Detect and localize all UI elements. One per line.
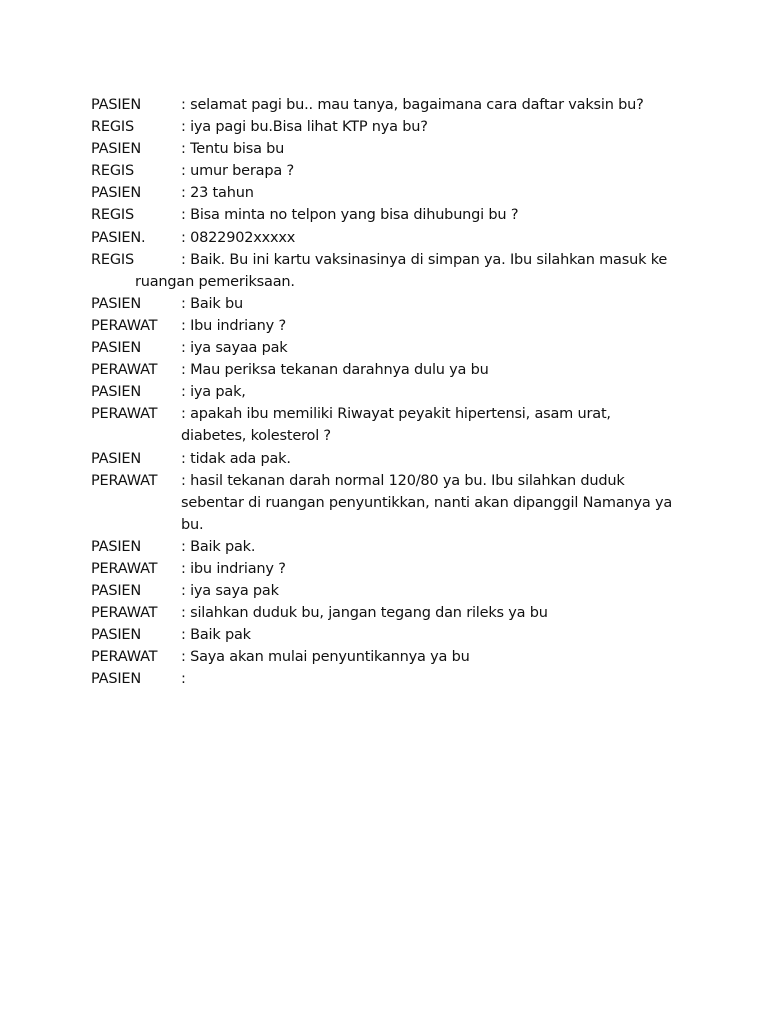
dialogue-text: : Baik pak. [181,538,256,555]
dialogue-text: : Bisa minta no telpon yang bisa dihubungi bu ? [181,207,519,224]
dialogue-row [91,448,691,470]
dialogue-text: : Baik pak [181,627,251,644]
dialogue-row [91,646,691,668]
dialogue-row [91,624,691,646]
speaker-label: PASIEN [91,384,142,401]
dialogue-row [91,580,691,602]
speaker-label: PASIEN. [91,229,146,246]
speaker-label: REGIS [91,119,134,136]
speaker-label: PASIEN [91,627,142,644]
speaker-label: PASIEN [91,583,142,600]
dialogue-row [91,337,691,359]
dialogue-text: : iya pak, [181,384,246,401]
speaker-label: PERAWAT [91,605,158,622]
dialogue-text: : silahkan duduk bu, jangan tegang dan rileks ya bu [181,605,548,622]
dialogue-transcript [91,94,691,691]
dialogue-text-continuation: ruangan pemeriksaan. [135,273,295,290]
dialogue-text: : umur berapa ? [181,163,294,180]
dialogue-row [91,249,691,293]
dialogue-text: : iya sayaa pak [181,340,288,357]
speaker-label: PASIEN [91,185,142,202]
dialogue-text: : ibu indriany ? [181,560,286,577]
speaker-label: PERAWAT [91,362,158,379]
dialogue-row [91,470,691,536]
speaker-label: PERAWAT [91,649,158,666]
dialogue-row [91,359,691,381]
dialogue-text: : iya saya pak [181,583,279,600]
dialogue-text: : hasil tekanan darah normal 120/80 ya bu. Ibu silahkan duduk sebentar di ruangan penyuntikkan, nanti akan dipanggil Namanya ya bu. [181,472,673,533]
speaker-label: REGIS [91,251,134,268]
dialogue-row [91,293,691,315]
dialogue-text: : tidak ada pak. [181,450,291,467]
speaker-label: PASIEN [91,671,142,688]
dialogue-row [91,227,691,249]
dialogue-text: : iya pagi bu.Bisa lihat KTP nya bu? [181,119,428,136]
dialogue-text: : Saya akan mulai penyuntikannya ya bu [181,649,470,666]
dialogue-text: : Tentu bisa bu [181,141,285,158]
dialogue-row [91,204,691,226]
speaker-label: PASIEN [91,295,142,312]
dialogue-row [91,182,691,204]
dialogue-row [91,160,691,182]
dialogue-text: : Mau periksa tekanan darahnya dulu ya bu [181,362,489,379]
speaker-label: PERAWAT [91,317,158,334]
speaker-label: PASIEN [91,340,142,357]
dialogue-row [91,315,691,337]
dialogue-text: : 23 tahun [181,185,254,202]
dialogue-text: : 0822902xxxxx [181,229,296,246]
dialogue-row [91,602,691,624]
dialogue-text: : Baik bu [181,295,243,312]
speaker-label: REGIS [91,207,134,224]
dialogue-row [91,116,691,138]
dialogue-row [91,536,691,558]
dialogue-row [91,94,691,116]
dialogue-row [91,138,691,160]
speaker-label: PERAWAT [91,560,158,577]
dialogue-text: : Baik. Bu ini kartu vaksinasinya di simpan ya. Ibu silahkan masuk ke [181,251,668,268]
dialogue-text: : apakah ibu memiliki Riwayat peyakit hipertensi, asam urat, diabetes, kolesterol ? [181,406,611,445]
speaker-label: PASIEN [91,97,142,113]
speaker-label: PERAWAT [91,406,158,423]
dialogue-row [91,403,691,447]
dialogue-text: : Ibu indriany ? [181,317,286,334]
speaker-label: PERAWAT [91,472,158,489]
speaker-label: PASIEN [91,450,142,467]
speaker-label: REGIS [91,163,134,180]
dialogue-text: : [181,671,186,688]
speaker-label: PASIEN [91,538,142,555]
dialogue-row [91,668,691,690]
dialogue-row [91,381,691,403]
dialogue-text: : selamat pagi bu.. mau tanya, bagaimana cara daftar vaksin bu? [181,97,644,113]
dialogue-row [91,558,691,580]
speaker-label: PASIEN [91,141,142,158]
